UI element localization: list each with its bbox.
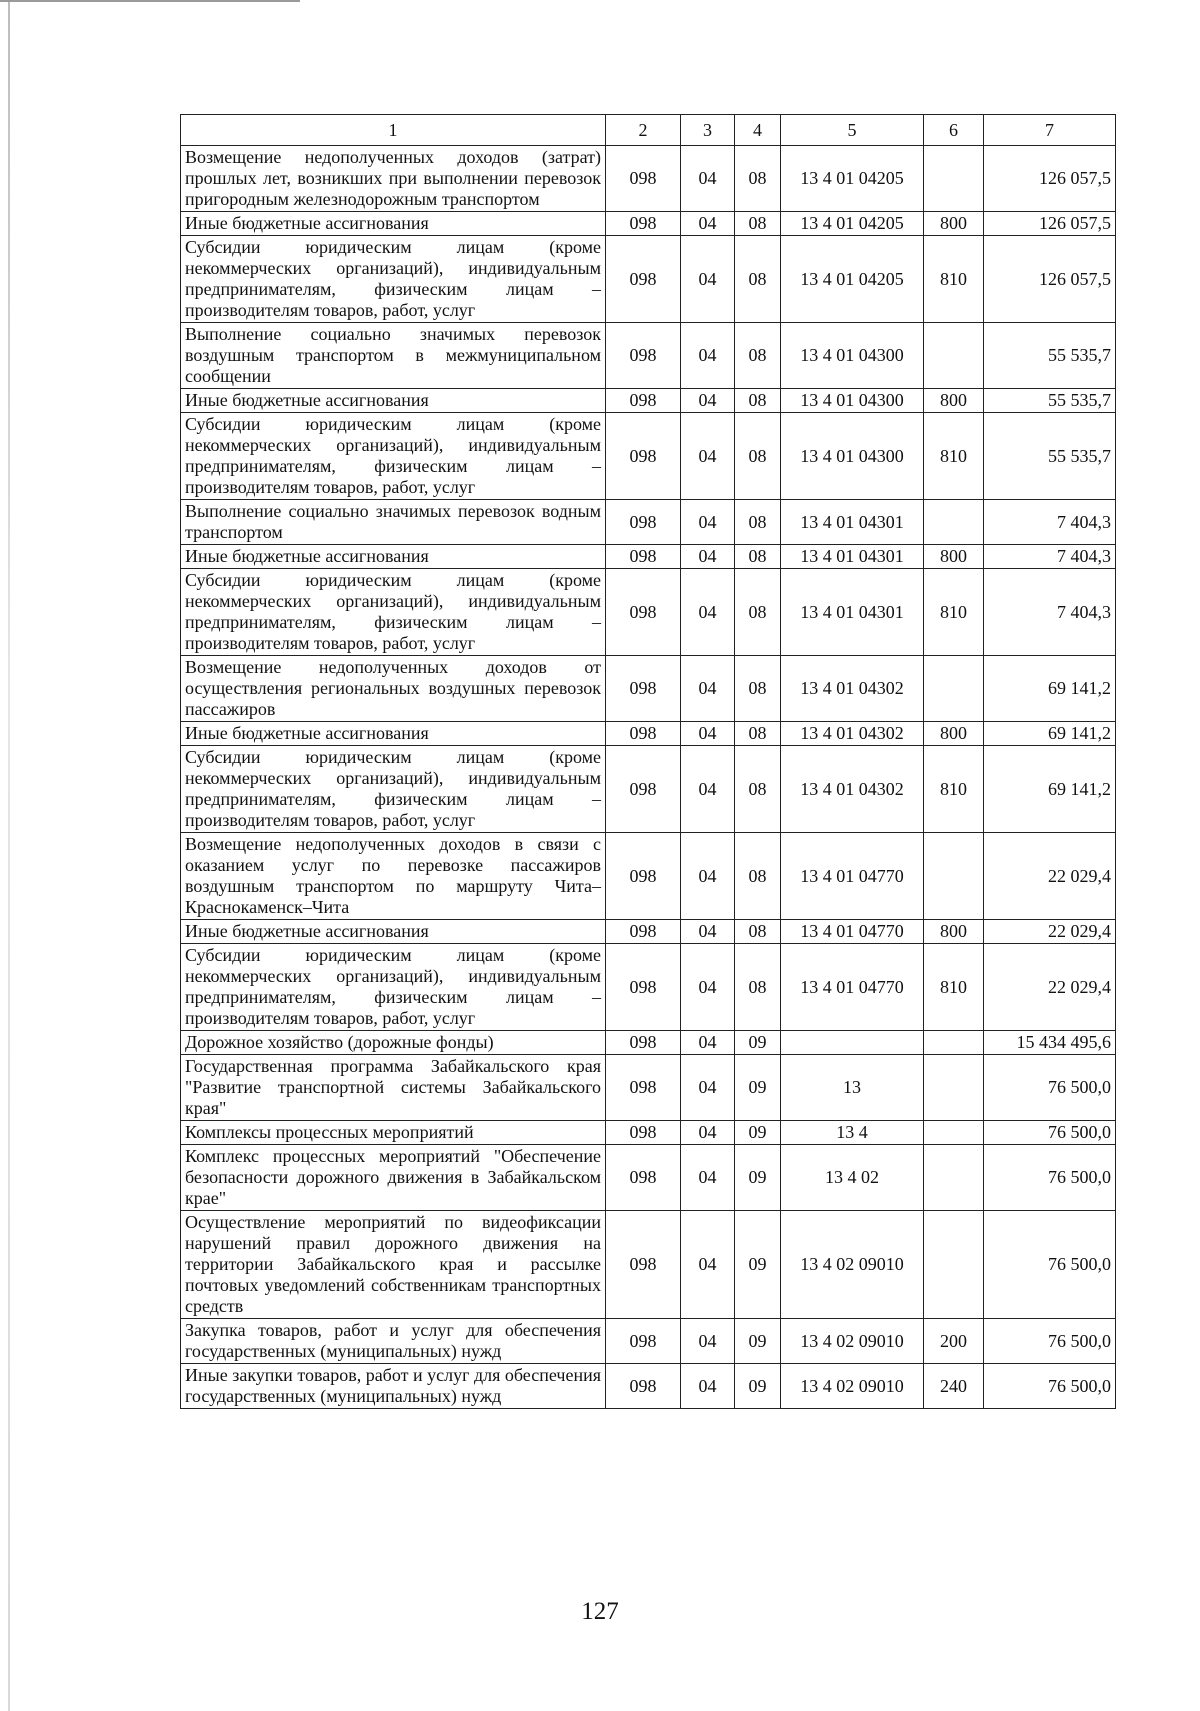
row-code-section: 04	[681, 212, 735, 236]
row-code-section: 04	[681, 746, 735, 833]
row-code-expense-type	[924, 833, 984, 920]
row-code-subsection: 09	[735, 1319, 781, 1364]
row-code-subsection: 08	[735, 833, 781, 920]
row-code-section: 04	[681, 722, 735, 746]
table-row	[181, 413, 1116, 500]
table-row	[181, 569, 1116, 656]
header-col-6: 6	[924, 115, 984, 146]
row-code-expense-type: 200	[924, 1319, 984, 1364]
row-name: Иные бюджетные ассигнования	[181, 212, 606, 236]
row-code-admin: 098	[606, 722, 681, 746]
table-row	[181, 236, 1116, 323]
table-row	[181, 833, 1116, 920]
row-code-subsection: 08	[735, 236, 781, 323]
row-name: Иные бюджетные ассигнования	[181, 920, 606, 944]
row-code-expense-type	[924, 1121, 984, 1145]
row-code-admin: 098	[606, 1055, 681, 1121]
table-row	[181, 1031, 1116, 1055]
row-code-expense-type: 800	[924, 920, 984, 944]
row-code-section: 04	[681, 323, 735, 389]
row-code-expense-type	[924, 1145, 984, 1211]
row-name: Возмещение недополученных доходов (затрат) прошлых лет, возникших при выполнении перевозок пригородным железнодорожным транспортом	[181, 146, 606, 212]
row-code-admin: 098	[606, 656, 681, 722]
table-body	[181, 146, 1116, 1409]
row-code-expense-type: 810	[924, 746, 984, 833]
row-code-subsection: 08	[735, 722, 781, 746]
row-amount: 76 500,0	[984, 1364, 1116, 1409]
header-col-3: 3	[681, 115, 735, 146]
row-amount: 126 057,5	[984, 212, 1116, 236]
row-code-admin: 098	[606, 833, 681, 920]
row-code-admin: 098	[606, 944, 681, 1031]
row-code-subsection: 09	[735, 1145, 781, 1211]
table-row	[181, 212, 1116, 236]
row-name: Дорожное хозяйство (дорожные фонды)	[181, 1031, 606, 1055]
row-code-expense-type: 800	[924, 212, 984, 236]
row-code-subsection: 08	[735, 569, 781, 656]
row-code-target: 13 4 01 04301	[781, 500, 924, 545]
row-code-section: 04	[681, 1145, 735, 1211]
row-code-expense-type: 810	[924, 569, 984, 656]
table-row	[181, 1364, 1116, 1409]
row-code-admin: 098	[606, 920, 681, 944]
row-code-target: 13 4 01 04300	[781, 413, 924, 500]
row-code-admin: 098	[606, 236, 681, 323]
row-name: Осуществление мероприятий по видеофиксации нарушений правил дорожного движения на территории Забайкальского края и рассылке почтовых уведомлений собственникам транспортных средств	[181, 1211, 606, 1319]
row-code-target: 13 4 01 04770	[781, 833, 924, 920]
row-name: Иные бюджетные ассигнования	[181, 545, 606, 569]
row-name: Иные закупки товаров, работ и услуг для обеспечения государственных (муниципальных) нужд	[181, 1364, 606, 1409]
row-code-section: 04	[681, 1211, 735, 1319]
row-amount: 69 141,2	[984, 656, 1116, 722]
row-name: Иные бюджетные ассигнования	[181, 389, 606, 413]
table-row	[181, 500, 1116, 545]
row-name: Комплексы процессных мероприятий	[181, 1121, 606, 1145]
row-name: Субсидии юридическим лицам (кроме некоммерческих организаций), индивидуальным предпринимателям, физическим лицам – производителям товаров, работ, услуг	[181, 413, 606, 500]
row-code-section: 04	[681, 236, 735, 323]
row-code-admin: 098	[606, 500, 681, 545]
scan-edge-line	[8, 0, 10, 1711]
row-name: Субсидии юридическим лицам (кроме некоммерческих организаций), индивидуальным предпринимателям, физическим лицам – производителям товаров, работ, услуг	[181, 746, 606, 833]
row-code-expense-type	[924, 1211, 984, 1319]
row-code-subsection: 08	[735, 323, 781, 389]
row-amount: 55 535,7	[984, 413, 1116, 500]
row-name: Закупка товаров, работ и услуг для обеспечения государственных (муниципальных) нужд	[181, 1319, 606, 1364]
row-code-target: 13 4 01 04301	[781, 545, 924, 569]
row-code-admin: 098	[606, 1364, 681, 1409]
header-col-5: 5	[781, 115, 924, 146]
row-code-target: 13 4	[781, 1121, 924, 1145]
row-code-target	[781, 1031, 924, 1055]
row-name: Возмещение недополученных доходов от осуществления региональных воздушных перевозок пассажиров	[181, 656, 606, 722]
row-code-section: 04	[681, 1319, 735, 1364]
row-amount: 76 500,0	[984, 1121, 1116, 1145]
table-row	[181, 389, 1116, 413]
row-code-expense-type	[924, 656, 984, 722]
row-code-admin: 098	[606, 1121, 681, 1145]
row-code-target: 13 4 01 04205	[781, 212, 924, 236]
scan-top-line	[0, 0, 300, 2]
row-code-admin: 098	[606, 1031, 681, 1055]
row-code-subsection: 08	[735, 413, 781, 500]
row-code-section: 04	[681, 656, 735, 722]
table-row	[181, 1319, 1116, 1364]
row-code-subsection: 09	[735, 1364, 781, 1409]
row-amount: 15 434 495,6	[984, 1031, 1116, 1055]
row-name: Выполнение социально значимых перевозок водным транспортом	[181, 500, 606, 545]
row-code-target: 13 4 02	[781, 1145, 924, 1211]
row-code-subsection: 08	[735, 746, 781, 833]
row-code-section: 04	[681, 569, 735, 656]
row-code-admin: 098	[606, 413, 681, 500]
row-amount: 7 404,3	[984, 569, 1116, 656]
row-code-section: 04	[681, 1031, 735, 1055]
row-amount: 22 029,4	[984, 944, 1116, 1031]
header-col-2: 2	[606, 115, 681, 146]
row-amount: 126 057,5	[984, 236, 1116, 323]
row-code-admin: 098	[606, 1211, 681, 1319]
table-row	[181, 545, 1116, 569]
row-code-section: 04	[681, 920, 735, 944]
row-code-target: 13 4 01 04302	[781, 746, 924, 833]
row-code-subsection: 08	[735, 920, 781, 944]
row-name: Выполнение социально значимых перевозок воздушным транспортом в межмуниципальном сообщении	[181, 323, 606, 389]
row-code-section: 04	[681, 389, 735, 413]
row-code-admin: 098	[606, 323, 681, 389]
row-code-target: 13 4 01 04302	[781, 656, 924, 722]
row-amount: 76 500,0	[984, 1211, 1116, 1319]
table-row	[181, 1121, 1116, 1145]
row-code-subsection: 08	[735, 500, 781, 545]
table-row	[181, 1055, 1116, 1121]
header-col-4: 4	[735, 115, 781, 146]
row-code-expense-type: 810	[924, 413, 984, 500]
table-row	[181, 656, 1116, 722]
header-col-7: 7	[984, 115, 1116, 146]
row-code-admin: 098	[606, 569, 681, 656]
row-code-section: 04	[681, 944, 735, 1031]
row-code-target: 13 4 01 04205	[781, 236, 924, 323]
row-amount: 126 057,5	[984, 146, 1116, 212]
row-amount: 76 500,0	[984, 1145, 1116, 1211]
row-code-admin: 098	[606, 212, 681, 236]
row-code-section: 04	[681, 146, 735, 212]
row-code-target: 13 4 01 04302	[781, 722, 924, 746]
table-row	[181, 920, 1116, 944]
row-code-expense-type	[924, 323, 984, 389]
row-code-section: 04	[681, 545, 735, 569]
row-amount: 7 404,3	[984, 500, 1116, 545]
row-code-target: 13	[781, 1055, 924, 1121]
row-amount: 7 404,3	[984, 545, 1116, 569]
row-amount: 69 141,2	[984, 746, 1116, 833]
row-code-expense-type: 800	[924, 389, 984, 413]
row-code-expense-type: 800	[924, 545, 984, 569]
row-code-subsection: 08	[735, 656, 781, 722]
row-code-subsection: 08	[735, 389, 781, 413]
row-code-subsection: 08	[735, 545, 781, 569]
row-name: Субсидии юридическим лицам (кроме некоммерческих организаций), индивидуальным предпринимателям, физическим лицам – производителям товаров, работ, услуг	[181, 944, 606, 1031]
row-code-admin: 098	[606, 1145, 681, 1211]
row-code-admin: 098	[606, 389, 681, 413]
row-code-target: 13 4 01 04300	[781, 389, 924, 413]
row-code-admin: 098	[606, 746, 681, 833]
row-amount: 22 029,4	[984, 920, 1116, 944]
row-code-subsection: 09	[735, 1031, 781, 1055]
row-code-expense-type	[924, 146, 984, 212]
row-name: Государственная программа Забайкальского края "Развитие транспортной системы Забайкальского края"	[181, 1055, 606, 1121]
row-code-target: 13 4 01 04770	[781, 944, 924, 1031]
row-code-subsection: 08	[735, 944, 781, 1031]
row-name: Субсидии юридическим лицам (кроме некоммерческих организаций), индивидуальным предпринимателям, физическим лицам – производителям товаров, работ, услуг	[181, 236, 606, 323]
row-code-section: 04	[681, 500, 735, 545]
row-code-section: 04	[681, 1055, 735, 1121]
row-code-subsection: 09	[735, 1211, 781, 1319]
row-code-expense-type: 810	[924, 236, 984, 323]
page-number: 127	[581, 1598, 619, 1625]
row-code-target: 13 4 01 04770	[781, 920, 924, 944]
row-code-section: 04	[681, 1121, 735, 1145]
row-code-section: 04	[681, 1364, 735, 1409]
row-code-expense-type: 240	[924, 1364, 984, 1409]
row-code-expense-type	[924, 500, 984, 545]
table-row	[181, 1211, 1116, 1319]
row-code-target: 13 4 01 04301	[781, 569, 924, 656]
row-code-expense-type	[924, 1055, 984, 1121]
row-code-target: 13 4 02 09010	[781, 1319, 924, 1364]
table-header-row	[181, 115, 1116, 146]
budget-table	[180, 114, 1116, 1409]
row-code-subsection: 08	[735, 146, 781, 212]
row-amount: 22 029,4	[984, 833, 1116, 920]
row-code-admin: 098	[606, 146, 681, 212]
row-code-target: 13 4 02 09010	[781, 1211, 924, 1319]
row-code-section: 04	[681, 413, 735, 500]
row-code-section: 04	[681, 833, 735, 920]
table-row	[181, 1145, 1116, 1211]
table-row	[181, 746, 1116, 833]
row-code-subsection: 09	[735, 1121, 781, 1145]
row-name: Иные бюджетные ассигнования	[181, 722, 606, 746]
row-code-subsection: 09	[735, 1055, 781, 1121]
row-code-admin: 098	[606, 1319, 681, 1364]
table-row	[181, 944, 1116, 1031]
table-row	[181, 146, 1116, 212]
header-col-1: 1	[181, 115, 606, 146]
row-amount: 76 500,0	[984, 1055, 1116, 1121]
row-name: Субсидии юридическим лицам (кроме некоммерческих организаций), индивидуальным предпринимателям, физическим лицам – производителям товаров, работ, услуг	[181, 569, 606, 656]
table-row	[181, 323, 1116, 389]
row-name: Возмещение недополученных доходов в связи с оказанием услуг по перевозке пассажиров воздушным транспортом по маршруту Чита–Краснокаменск–Чита	[181, 833, 606, 920]
row-code-target: 13 4 02 09010	[781, 1364, 924, 1409]
row-code-expense-type: 810	[924, 944, 984, 1031]
row-code-subsection: 08	[735, 212, 781, 236]
row-code-admin: 098	[606, 545, 681, 569]
row-amount: 55 535,7	[984, 389, 1116, 413]
row-code-expense-type: 800	[924, 722, 984, 746]
row-code-expense-type	[924, 1031, 984, 1055]
row-amount: 55 535,7	[984, 323, 1116, 389]
row-amount: 69 141,2	[984, 722, 1116, 746]
row-code-target: 13 4 01 04300	[781, 323, 924, 389]
row-amount: 76 500,0	[984, 1319, 1116, 1364]
row-code-target: 13 4 01 04205	[781, 146, 924, 212]
table-row	[181, 722, 1116, 746]
row-name: Комплекс процессных мероприятий "Обеспечение безопасности дорожного движения в Забайкальском крае"	[181, 1145, 606, 1211]
